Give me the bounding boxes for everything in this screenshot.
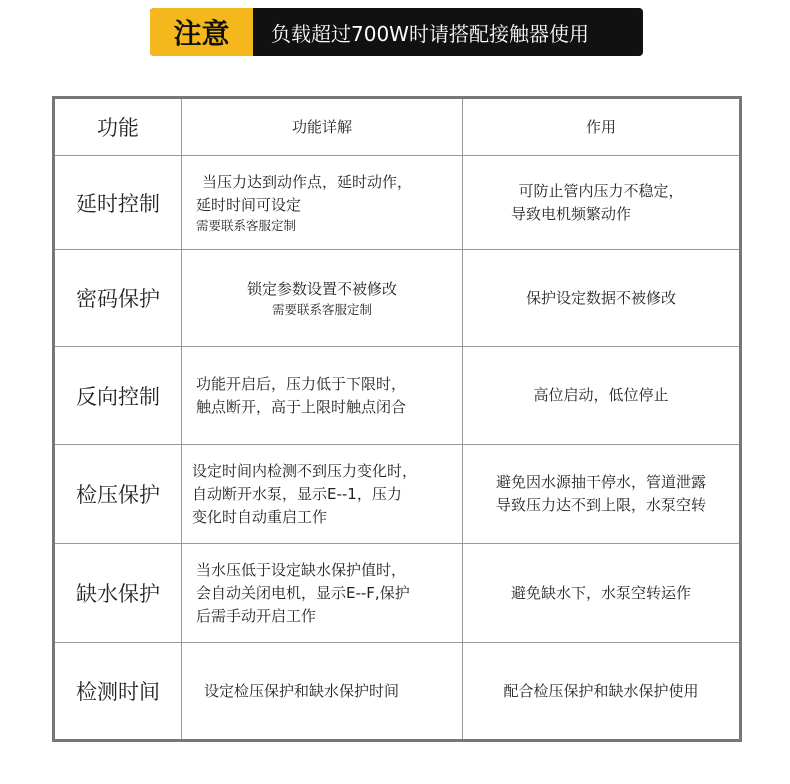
detail-line: 当水压低于设定缺水保护值时， (196, 560, 407, 579)
feature-cell: 反向控制 (54, 347, 182, 445)
effect-cell (463, 347, 741, 445)
feature-cell: 检压保护 (54, 445, 182, 544)
detail-line: 后需手动开启工作 (196, 606, 317, 625)
detail-note: 需要联系客服定制 (271, 302, 372, 317)
detail-cell (182, 643, 463, 741)
detail-line: 延时时间可设定 (196, 196, 302, 214)
header-feature: 功能 (54, 98, 182, 156)
effect-cell (463, 250, 741, 347)
effect-cell (463, 445, 741, 544)
header-effect: 作用 (463, 98, 741, 156)
effect-line: 避免因水源抽干停水，管道泄露 (495, 473, 706, 491)
table-header-row (54, 98, 741, 156)
feature-cell: 延时控制 (54, 156, 182, 250)
header-detail: 功能详解 (182, 98, 463, 156)
table-row (54, 250, 741, 347)
feature-cell: 密码保护 (54, 250, 182, 347)
table-row (54, 156, 741, 250)
table-row (54, 544, 741, 643)
detail-cell (182, 347, 463, 445)
detail-line: 触点断开，高于上限时触点闭合 (196, 397, 407, 416)
effect-line: 导致电机频繁动作 (511, 204, 632, 223)
feature-cell: 缺水保护 (54, 544, 182, 643)
effect-line: 高位启动，低位停止 (533, 386, 669, 404)
detail-line: 设定检压保护和缺水保护时间 (204, 681, 400, 700)
table-row (54, 445, 741, 544)
detail-line: 锁定参数设置不被修改 (246, 280, 397, 298)
feature-cell: 检测时间 (54, 643, 182, 741)
effect-cell (463, 544, 741, 643)
effect-line: 保护设定数据不被修改 (525, 288, 676, 307)
detail-line: 功能开启后，压力低于下限时， (196, 374, 407, 393)
notice-banner (150, 8, 643, 56)
effect-line: 可防止管内压力不稳定， (518, 181, 684, 200)
detail-cell (182, 544, 463, 643)
detail-line: 设定时间内检测不到压力变化时， (192, 461, 418, 480)
detail-line: 当压力达到动作点，延时动作， (202, 173, 413, 191)
notice-tag: 注意 (150, 8, 253, 56)
effect-line: 配合检压保护和缺水保护使用 (503, 681, 699, 700)
detail-line: 自动断开水泵，显示E--1，压力 (192, 484, 402, 503)
table-row (54, 347, 741, 445)
table-row (54, 643, 741, 741)
effect-cell (463, 643, 741, 741)
detail-line: 变化时自动重启工作 (192, 507, 328, 526)
effect-line: 导致压力达不到上限，水泵空转 (495, 496, 706, 514)
notice-text: 负载超过700W时请搭配接触器使用 (271, 21, 589, 46)
detail-cell (182, 445, 463, 544)
detail-cell (182, 156, 463, 250)
feature-table (52, 96, 742, 742)
detail-line: 会自动关闭电机，显示E--F,保护 (196, 583, 410, 602)
detail-cell (182, 250, 463, 347)
detail-note: 需要联系客服定制 (196, 218, 297, 233)
effect-line: 避免缺水下，水泵空转运作 (510, 583, 691, 602)
effect-cell (463, 156, 741, 250)
